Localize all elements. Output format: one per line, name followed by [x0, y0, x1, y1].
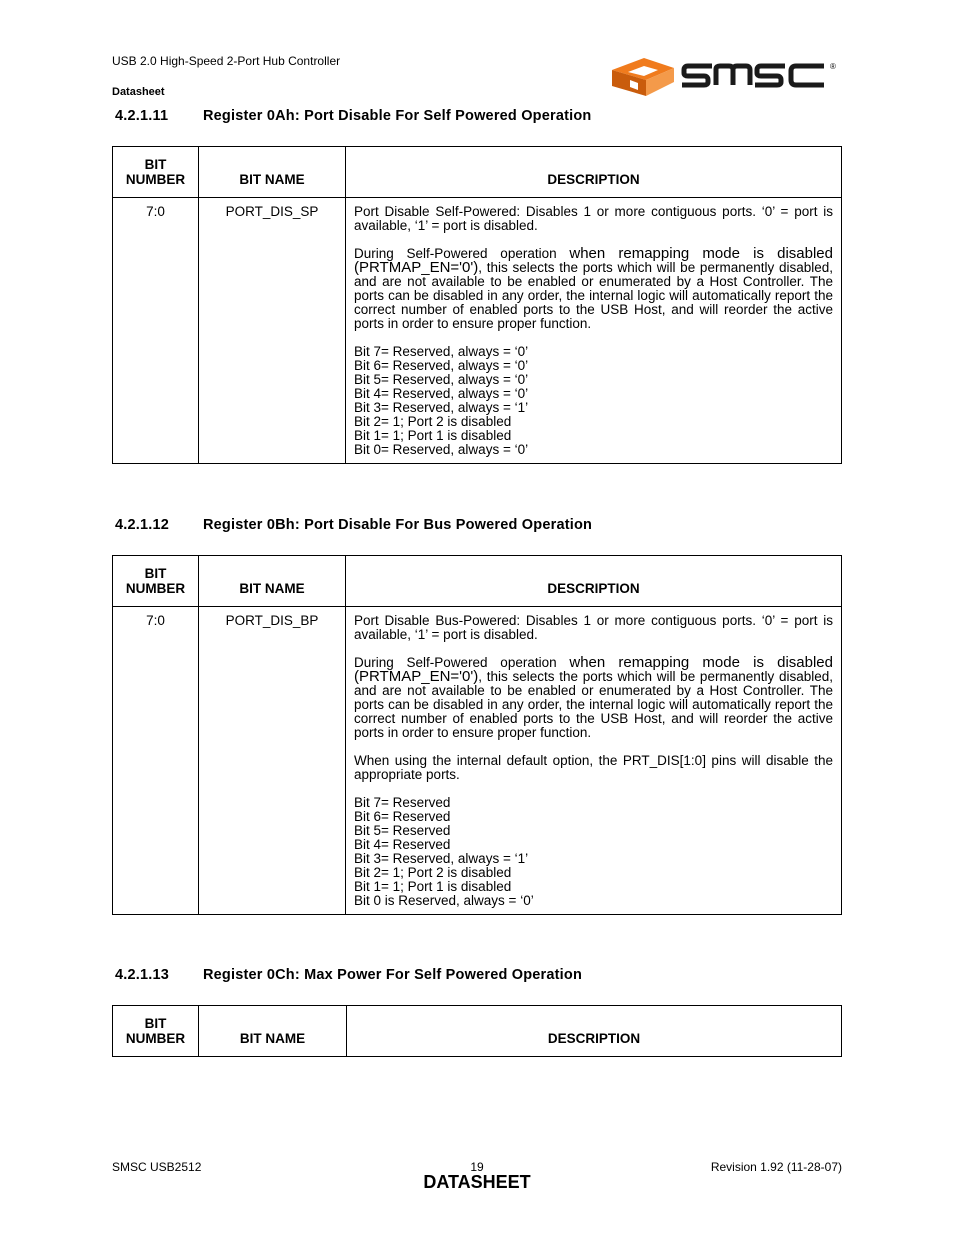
description-paragraph: Port Disable Self-Powered: Disables 1 or more contiguous ports. ‘0’ = port is available, ‘1’ = port is disabled. [354, 204, 833, 233]
bit-list-item: Bit 7= Reserved, always = ‘0’ [354, 344, 529, 359]
footer-product: SMSC USB2512 [112, 1160, 202, 1174]
bit-name-cell: PORT_DIS_BP [199, 607, 346, 915]
section-title: Register 0Bh: Port Disable For Bus Powered Operation [203, 517, 593, 533]
bit-list-item: Bit 6= Reserved [354, 809, 451, 824]
description-paragraph: During Self-Powered operation when remapping mode is disabled (PRTMAP_EN='0'), this selects the ports which will be permanently disabled, and are not available to be enabled or enumerated by a Host Controller. The ports can be disabled in any order, the internal logic will automatically report the correct number of enabled ports to the USB Host, and will reorder the active ports in order to ensure proper function. [354, 654, 833, 740]
bit-list-item: Bit 3= Reserved, always = ‘1’ [354, 400, 529, 415]
bit-list-item: Bit 4= Reserved [354, 837, 451, 852]
page-number: 19 [470, 1160, 484, 1174]
registered-mark: ® [830, 62, 836, 71]
section-title: Register 0Ah: Port Disable For Self Powered Operation [203, 108, 592, 124]
bit-list-item: Bit 3= Reserved, always = ‘1’ [354, 851, 529, 866]
section-number: 4.2.1.12 [115, 517, 170, 533]
bit-list-item: Bit 7= Reserved [354, 795, 451, 810]
header-bit-number: BIT NUMBER [113, 147, 199, 198]
bit-list [354, 796, 833, 908]
bit-list-item: Bit 2= 1; Port 2 is disabled [354, 414, 512, 429]
table-row [113, 198, 842, 464]
register-table-0ch [112, 1005, 842, 1057]
header-bit-number: BIT NUMBER [113, 1006, 199, 1057]
register-table-0ah [112, 146, 842, 464]
bit-list-item: Bit 0 is Reserved, always = ‘0’ [354, 893, 534, 908]
bit-list-item: Bit 5= Reserved, always = ‘0’ [354, 372, 529, 387]
description-cell [346, 198, 842, 464]
footer-datasheet-label: DATASHEET [423, 1172, 531, 1192]
header-bit-name: BIT NAME [199, 556, 346, 607]
bit-name-cell: PORT_DIS_SP [199, 198, 346, 464]
bit-list [354, 345, 833, 457]
section-heading-0ah [115, 108, 592, 124]
section-heading-0ch [115, 967, 582, 983]
bit-list-item: Bit 4= Reserved, always = ‘0’ [354, 386, 529, 401]
smsc-logo [608, 54, 840, 98]
document-title: USB 2.0 High-Speed 2-Port Hub Controller [112, 54, 341, 68]
table-row [113, 607, 842, 915]
description-cell [346, 607, 842, 915]
bit-list-item: Bit 1= 1; Port 1 is disabled [354, 428, 512, 443]
header-bit-name: BIT NAME [199, 147, 346, 198]
header-bit-name: BIT NAME [199, 1006, 347, 1057]
header-description: DESCRIPTION [347, 1006, 842, 1057]
bit-list-item: Bit 6= Reserved, always = ‘0’ [354, 358, 529, 373]
bit-list-item: Bit 5= Reserved [354, 823, 451, 838]
header-bit-number: BIT NUMBER [113, 556, 199, 607]
document-type: Datasheet [112, 86, 165, 98]
section-heading-0bh [115, 517, 592, 533]
section-number: 4.2.1.11 [115, 108, 169, 124]
table-header-row [113, 556, 842, 607]
bit-list-item: Bit 1= 1; Port 1 is disabled [354, 879, 512, 894]
section-title: Register 0Ch: Max Power For Self Powered Operation [203, 967, 583, 983]
bit-list-item: Bit 0= Reserved, always = ‘0’ [354, 442, 529, 457]
footer-revision: Revision 1.92 (11-28-07) [710, 1160, 842, 1174]
description-paragraph: Port Disable Bus-Powered: Disables 1 or more contiguous ports. ‘0’ = port is available, ‘1’ = port is disabled. [354, 613, 833, 642]
header-description: DESCRIPTION [346, 147, 842, 198]
bit-number-cell: 7:0 [113, 198, 199, 464]
table-header-row [113, 147, 842, 198]
section-number: 4.2.1.13 [115, 967, 170, 983]
description-paragraph: During Self-Powered operation when remapping mode is disabled (PRTMAP_EN='0'), this selects the ports which will be permanently disabled, and are not available to be enabled or enumerated by a Host Controller. The ports can be disabled in any order, the internal logic will automatically report the correct number of enabled ports to the USB Host, and will reorder the active ports in order to ensure proper function. [354, 245, 833, 331]
register-table-0bh [112, 555, 842, 915]
bit-number-cell: 7:0 [113, 607, 199, 915]
table-header-row [113, 1006, 842, 1057]
header-description: DESCRIPTION [346, 556, 842, 607]
smsc-logo-icon [608, 54, 840, 98]
bit-list-item: Bit 2= 1; Port 2 is disabled [354, 865, 512, 880]
description-paragraph: When using the internal default option, the PRT_DIS[1:0] pins will disable the appropriate ports. [354, 753, 833, 782]
